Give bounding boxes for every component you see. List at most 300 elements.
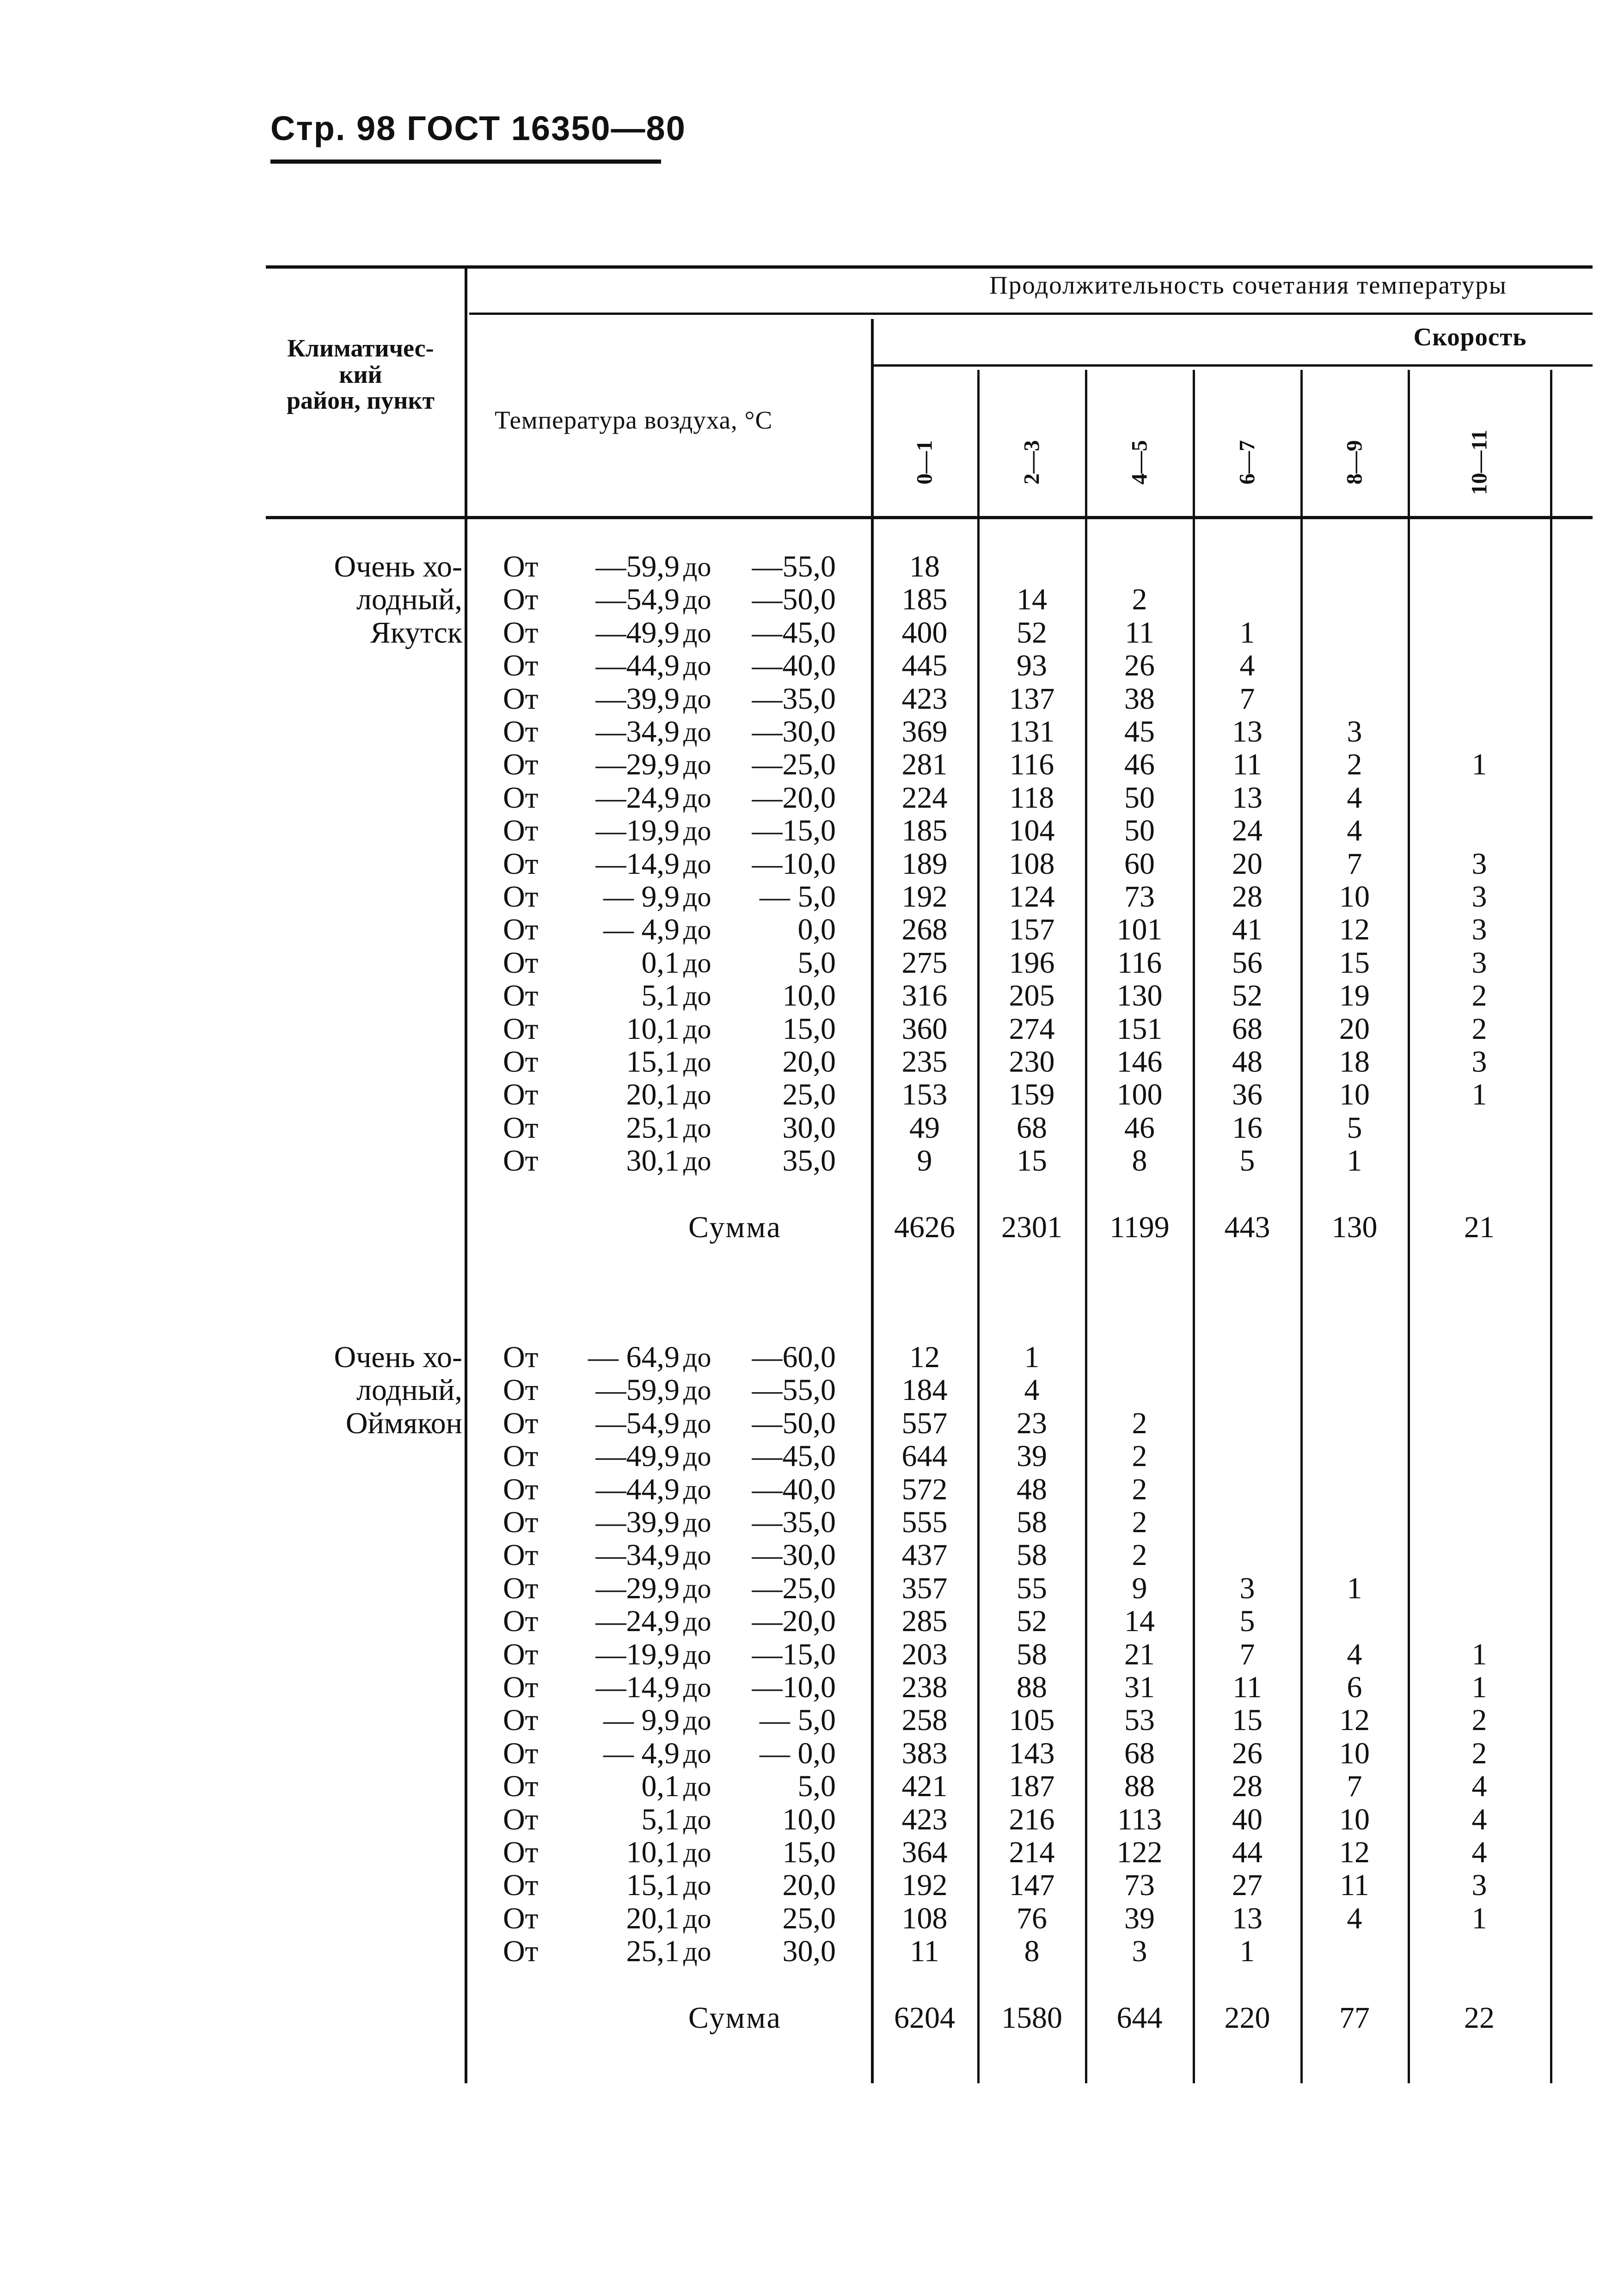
temp-from: —54,9 [595, 1406, 680, 1440]
temp-from: 30,1 [626, 1144, 680, 1178]
cell-value: 3 [1471, 1868, 1487, 1902]
temp-do: до [683, 782, 711, 813]
temp-do: до [683, 617, 711, 648]
cell-value: 52 [1017, 615, 1047, 650]
temp-ot: От [503, 1736, 539, 1770]
temp-do: до [683, 1080, 711, 1111]
cell-value: 28 [1232, 1769, 1262, 1804]
temp-ot: От [503, 1472, 539, 1506]
temp-do: до [683, 1672, 711, 1703]
cell-value: 131 [1009, 715, 1055, 749]
table-row [0, 1078, 1624, 1111]
cell-value: 76 [1017, 1901, 1047, 1935]
cell-value: 68 [1232, 1012, 1262, 1046]
temp-from: 20,1 [626, 1901, 680, 1935]
temp-do: до [683, 1540, 711, 1571]
cell-value: 8 [1024, 1934, 1040, 1969]
table-row [0, 1539, 1624, 1572]
cell-value: 12 [1339, 913, 1370, 947]
speed-col-label: 8—9 [1342, 440, 1367, 485]
table-row [0, 1836, 1624, 1869]
temp-ot: От [503, 1340, 539, 1374]
header-rule [270, 160, 661, 164]
cell-value: 14 [1124, 1604, 1155, 1638]
temp-do: до [683, 1375, 711, 1406]
cell-value: 445 [901, 649, 948, 683]
cell-value: 5 [1239, 1144, 1255, 1178]
temp-ot: От [503, 550, 539, 583]
temp-do: до [683, 882, 711, 912]
temp-ot: От [503, 1078, 539, 1112]
temp-ot: От [503, 583, 539, 617]
cell-value: 6 [1347, 1670, 1362, 1704]
table-row [0, 1341, 1624, 1374]
cell-value: 258 [901, 1703, 948, 1737]
temp-do: до [683, 1408, 711, 1439]
temp-to: 25,0 [782, 1901, 836, 1935]
cell-value: 4 [1347, 1901, 1362, 1935]
temp-from: —59,9 [595, 1373, 680, 1407]
cell-value: 10 [1339, 880, 1370, 914]
table-row [0, 1045, 1624, 1079]
cell-value: 238 [901, 1670, 948, 1704]
cell-value: 20 [1232, 847, 1262, 881]
cell-value: 68 [1017, 1111, 1047, 1145]
climate-region-header: Климатичес- кий район, пункт [286, 334, 435, 415]
temp-from: — 64,9 [588, 1340, 680, 1374]
table-row [0, 1737, 1624, 1770]
temp-ot: От [503, 715, 539, 749]
cell-value: 2 [1471, 1703, 1487, 1737]
cell-value: 143 [1009, 1736, 1055, 1770]
temp-from: —44,9 [595, 649, 680, 683]
cell-value: 113 [1117, 1802, 1162, 1836]
cell-value: 3 [1471, 1045, 1487, 1079]
cell-value: 423 [901, 681, 948, 716]
cell-value: 196 [1009, 945, 1055, 980]
temp-do: до [683, 1507, 711, 1538]
cell-value: 192 [901, 1868, 948, 1902]
temp-do: до [683, 1573, 711, 1604]
cell-value: 52 [1232, 979, 1262, 1013]
cell-value: 1 [1347, 1571, 1362, 1605]
cell-value: 205 [1009, 979, 1055, 1013]
cell-value: 108 [901, 1901, 948, 1935]
cell-value: 2 [1471, 1736, 1487, 1770]
temp-from: 25,1 [626, 1934, 680, 1969]
temp-ot: От [503, 1703, 539, 1737]
temp-ot: От [503, 1373, 539, 1407]
temp-to: — 5,0 [760, 880, 836, 914]
cell-value: 26 [1232, 1736, 1262, 1770]
cell-value: 423 [901, 1802, 948, 1836]
temp-do: до [683, 1112, 711, 1143]
cell-value: 13 [1232, 780, 1262, 815]
cell-value: 45 [1124, 715, 1155, 749]
cell-value: 275 [901, 945, 948, 980]
cell-value: 1 [1239, 615, 1255, 650]
temp-from: —14,9 [595, 847, 680, 881]
cell-value: 555 [901, 1505, 948, 1539]
cell-value: 285 [901, 1604, 948, 1638]
cell-value: 48 [1017, 1472, 1047, 1506]
temp-to: —15,0 [752, 1637, 836, 1671]
cell-value: 1 [1347, 1144, 1362, 1178]
temp-to: —30,0 [752, 715, 836, 749]
cell-value: 73 [1124, 1868, 1155, 1902]
temp-to: 35,0 [782, 1144, 836, 1178]
cell-value: 44 [1232, 1835, 1262, 1869]
cell-value: 281 [901, 748, 948, 782]
cell-value: 23 [1017, 1406, 1047, 1440]
temp-from: — 4,9 [603, 1736, 680, 1770]
temp-to: —55,0 [752, 1373, 836, 1407]
temp-from: —19,9 [595, 1637, 680, 1671]
table-row [0, 1704, 1624, 1737]
cell-value: 46 [1124, 748, 1155, 782]
cell-value: 214 [1009, 1835, 1055, 1869]
temp-ot: От [503, 880, 539, 914]
temp-to: —50,0 [752, 583, 836, 617]
temp-from: —59,9 [595, 550, 680, 583]
temp-to: 15,0 [782, 1835, 836, 1869]
cell-value: 360 [901, 1012, 948, 1046]
temp-to: —10,0 [752, 847, 836, 881]
sum-value: 22 [1464, 2001, 1495, 2035]
temp-do: до [683, 1474, 711, 1505]
table-row [0, 1473, 1624, 1506]
temp-from: —29,9 [595, 748, 680, 782]
cell-value: 203 [901, 1637, 948, 1671]
speed-col-label: 0—1 [912, 440, 937, 485]
temp-do: до [683, 1606, 711, 1637]
temp-ot: От [503, 1505, 539, 1539]
duration-header: Продолжительность сочетания температуры [989, 271, 1507, 299]
temp-ot: От [503, 1012, 539, 1046]
temp-do: до [683, 1342, 711, 1373]
cell-value: 192 [901, 880, 948, 914]
cell-value: 101 [1116, 913, 1163, 947]
cell-value: 11 [1340, 1868, 1369, 1902]
temp-from: 0,1 [641, 945, 680, 980]
cell-value: 9 [1132, 1571, 1147, 1605]
cell-value: 39 [1124, 1901, 1155, 1935]
cell-value: 268 [901, 913, 948, 947]
cell-value: 147 [1009, 1868, 1055, 1902]
cell-value: 4 [1239, 649, 1255, 683]
temp-ot: От [503, 1571, 539, 1605]
temp-do: до [683, 1639, 711, 1670]
cell-value: 20 [1339, 1012, 1370, 1046]
cell-value: 230 [1009, 1045, 1055, 1079]
sum-value: 220 [1224, 2001, 1270, 2035]
temp-to: 5,0 [797, 1769, 836, 1804]
cell-value: 400 [901, 615, 948, 650]
table-row [0, 1605, 1624, 1638]
table-row [0, 1803, 1624, 1836]
temp-ot: От [503, 913, 539, 947]
cell-value: 274 [1009, 1012, 1055, 1046]
temp-do: до [683, 1870, 711, 1901]
cell-value: 1 [1471, 1901, 1487, 1935]
table-row [0, 1374, 1624, 1407]
table-row [0, 715, 1624, 749]
temp-from: —24,9 [595, 780, 680, 815]
sum-row [0, 1997, 1624, 2039]
temp-to: —50,0 [752, 1406, 836, 1440]
temp-from: 0,1 [641, 1769, 680, 1804]
cell-value: 16 [1232, 1111, 1262, 1145]
table-row [0, 1440, 1624, 1473]
cell-value: 58 [1017, 1505, 1047, 1539]
temp-do: до [683, 1837, 711, 1868]
cell-value: 2 [1471, 979, 1487, 1013]
cell-value: 3 [1347, 715, 1362, 749]
cell-value: 364 [901, 1835, 948, 1869]
temp-ot: От [503, 1802, 539, 1836]
temp-from: 15,1 [626, 1045, 680, 1079]
temp-to: —60,0 [752, 1340, 836, 1374]
temp-do: до [683, 1738, 711, 1769]
temp-do: до [683, 1013, 711, 1044]
table-row [0, 880, 1624, 914]
temp-ot: От [503, 979, 539, 1013]
temp-do: до [683, 981, 711, 1012]
cell-value: 118 [1009, 780, 1054, 815]
cell-value: 18 [1339, 1045, 1370, 1079]
temp-from: —54,9 [595, 583, 680, 617]
cell-value: 41 [1232, 913, 1262, 947]
temp-from: —39,9 [595, 1505, 680, 1539]
temp-do: до [683, 1441, 711, 1472]
cell-value: 31 [1124, 1670, 1155, 1704]
temp-to: 10,0 [782, 979, 836, 1013]
temp-to: —30,0 [752, 1538, 836, 1572]
cell-value: 88 [1124, 1769, 1155, 1804]
cell-value: 27 [1232, 1868, 1262, 1902]
temp-ot: От [503, 1538, 539, 1572]
cell-value: 437 [901, 1538, 948, 1572]
cell-value: 159 [1009, 1078, 1055, 1112]
temp-from: —34,9 [595, 715, 680, 749]
temp-from: 20,1 [626, 1078, 680, 1112]
cell-value: 185 [901, 583, 948, 617]
table-row [0, 781, 1624, 815]
temp-ot: От [503, 615, 539, 650]
temp-to: 0,0 [797, 913, 836, 947]
table-row [0, 946, 1624, 980]
cell-value: 3 [1471, 945, 1487, 980]
temp-ot: От [503, 681, 539, 716]
cell-value: 3 [1471, 847, 1487, 881]
cell-value: 40 [1232, 1802, 1262, 1836]
cell-value: 122 [1116, 1835, 1163, 1869]
cell-value: 104 [1009, 814, 1055, 848]
temp-from: —24,9 [595, 1604, 680, 1638]
table-row [0, 814, 1624, 847]
temp-to: —15,0 [752, 814, 836, 848]
temp-ot: От [503, 1637, 539, 1671]
cell-value: 15 [1232, 1703, 1262, 1737]
cell-value: 4 [1471, 1802, 1487, 1836]
table-row [0, 1012, 1624, 1046]
table-row [0, 1144, 1624, 1178]
temp-do: до [683, 1705, 711, 1736]
table-row [0, 1869, 1624, 1902]
cell-value: 146 [1116, 1045, 1163, 1079]
table-row [0, 1770, 1624, 1803]
cell-value: 28 [1232, 880, 1262, 914]
cell-value: 108 [1009, 847, 1055, 881]
cell-value: 224 [901, 780, 948, 815]
temp-to: 5,0 [797, 945, 836, 980]
temp-to: —10,0 [752, 1670, 836, 1704]
temp-to: —20,0 [752, 1604, 836, 1638]
temp-to: —40,0 [752, 1472, 836, 1506]
cell-value: 3 [1239, 1571, 1255, 1605]
sum-value: 21 [1464, 1210, 1495, 1244]
cell-value: 116 [1117, 945, 1162, 980]
table-row [0, 748, 1624, 781]
temp-ot: От [503, 1934, 539, 1969]
speed-header: Скорость [1413, 323, 1527, 351]
page-header: Стр. 98 ГОСТ 16350—80 [270, 109, 686, 147]
cell-value: 50 [1124, 814, 1155, 848]
cell-value: 36 [1232, 1078, 1262, 1112]
cell-value: 73 [1124, 880, 1155, 914]
region-label: Очень хо- лодный, Оймякон [334, 1340, 462, 1440]
table-row [0, 1407, 1624, 1440]
cell-value: 10 [1339, 1736, 1370, 1770]
sum-row [0, 1207, 1624, 1248]
cell-value: 7 [1347, 1769, 1362, 1804]
cell-value: 19 [1339, 979, 1370, 1013]
cell-value: 48 [1232, 1045, 1262, 1079]
temp-to: —20,0 [752, 780, 836, 815]
cell-value: 2 [1471, 1012, 1487, 1046]
temp-do: до [683, 749, 711, 780]
cell-value: 46 [1124, 1111, 1155, 1145]
cell-value: 49 [909, 1111, 940, 1145]
temp-do: до [683, 947, 711, 978]
cell-value: 357 [901, 1571, 948, 1605]
sum-value: 1199 [1109, 1210, 1170, 1244]
cell-value: 24 [1232, 814, 1262, 848]
table-row [0, 913, 1624, 946]
cell-value: 316 [901, 979, 948, 1013]
cell-value: 3 [1471, 913, 1487, 947]
temp-from: 25,1 [626, 1111, 680, 1145]
cell-value: 10 [1339, 1802, 1370, 1836]
temp-to: —40,0 [752, 649, 836, 683]
cell-value: 2 [1132, 1439, 1147, 1473]
temp-to: 10,0 [782, 1802, 836, 1836]
cell-value: 68 [1124, 1736, 1155, 1770]
cell-value: 1 [1471, 1670, 1487, 1704]
cell-value: 185 [901, 814, 948, 848]
temp-to: —55,0 [752, 550, 836, 583]
temp-do: до [683, 914, 711, 945]
cell-value: 26 [1124, 649, 1155, 683]
table-row [0, 979, 1624, 1012]
cell-value: 10 [1339, 1078, 1370, 1112]
region-label: Очень хо- лодный, Якутск [334, 550, 462, 650]
table-row [0, 1671, 1624, 1704]
cell-value: 2 [1132, 583, 1147, 617]
cell-value: 369 [901, 715, 948, 749]
temp-ot: От [503, 1144, 539, 1178]
temp-do: до [683, 552, 711, 582]
table-row [0, 847, 1624, 881]
temp-from: —44,9 [595, 1472, 680, 1506]
cell-value: 9 [917, 1144, 932, 1178]
cell-value: 58 [1017, 1637, 1047, 1671]
cell-value: 383 [901, 1736, 948, 1770]
cell-value: 572 [901, 1472, 948, 1506]
temp-ot: От [503, 945, 539, 980]
cell-value: 1 [1471, 748, 1487, 782]
cell-value: 18 [909, 550, 940, 583]
temp-from: —34,9 [595, 1538, 680, 1572]
temp-do: до [683, 1047, 711, 1077]
temp-to: — 0,0 [760, 1736, 836, 1770]
temp-from: 10,1 [626, 1012, 680, 1046]
cell-value: 7 [1347, 847, 1362, 881]
cell-value: 12 [1339, 1703, 1370, 1737]
cell-value: 189 [901, 847, 948, 881]
cell-value: 39 [1017, 1439, 1047, 1473]
cell-value: 11 [1125, 615, 1154, 650]
temp-ot: От [503, 1901, 539, 1935]
temp-do: до [683, 683, 711, 714]
temp-ot: От [503, 1670, 539, 1704]
temp-to: —35,0 [752, 1505, 836, 1539]
temp-from: —39,9 [595, 681, 680, 716]
cell-value: 5 [1239, 1604, 1255, 1638]
sum-label: Сумма [688, 1210, 782, 1244]
temp-do: до [683, 1771, 711, 1802]
temp-from: —14,9 [595, 1670, 680, 1704]
speed-col-label: 2—3 [1019, 440, 1044, 485]
cell-value: 14 [1017, 583, 1047, 617]
cell-value: 93 [1017, 649, 1047, 683]
cell-value: 50 [1124, 780, 1155, 815]
speed-col-label: 6—7 [1235, 440, 1260, 485]
cell-value: 644 [901, 1439, 948, 1473]
table-row [0, 1111, 1624, 1145]
duration-underline [469, 313, 1593, 315]
cell-value: 88 [1017, 1670, 1047, 1704]
cell-value: 15 [1017, 1144, 1047, 1178]
temp-to: 30,0 [782, 1934, 836, 1969]
temp-do: до [683, 1903, 711, 1934]
temp-to: —35,0 [752, 681, 836, 716]
temp-ot: От [503, 1406, 539, 1440]
cell-value: 421 [901, 1769, 948, 1804]
temp-from: — 9,9 [603, 880, 680, 914]
cell-value: 1 [1024, 1340, 1040, 1374]
cell-value: 7 [1239, 1637, 1255, 1671]
sum-value: 1580 [1001, 2001, 1062, 2035]
temp-from: —19,9 [595, 814, 680, 848]
temp-do: до [683, 717, 711, 747]
temp-to: —45,0 [752, 1439, 836, 1473]
cell-value: 216 [1009, 1802, 1055, 1836]
cell-value: 187 [1009, 1769, 1055, 1804]
sum-value: 644 [1116, 2001, 1163, 2035]
temp-ot: От [503, 1111, 539, 1145]
table-row [0, 550, 1624, 583]
